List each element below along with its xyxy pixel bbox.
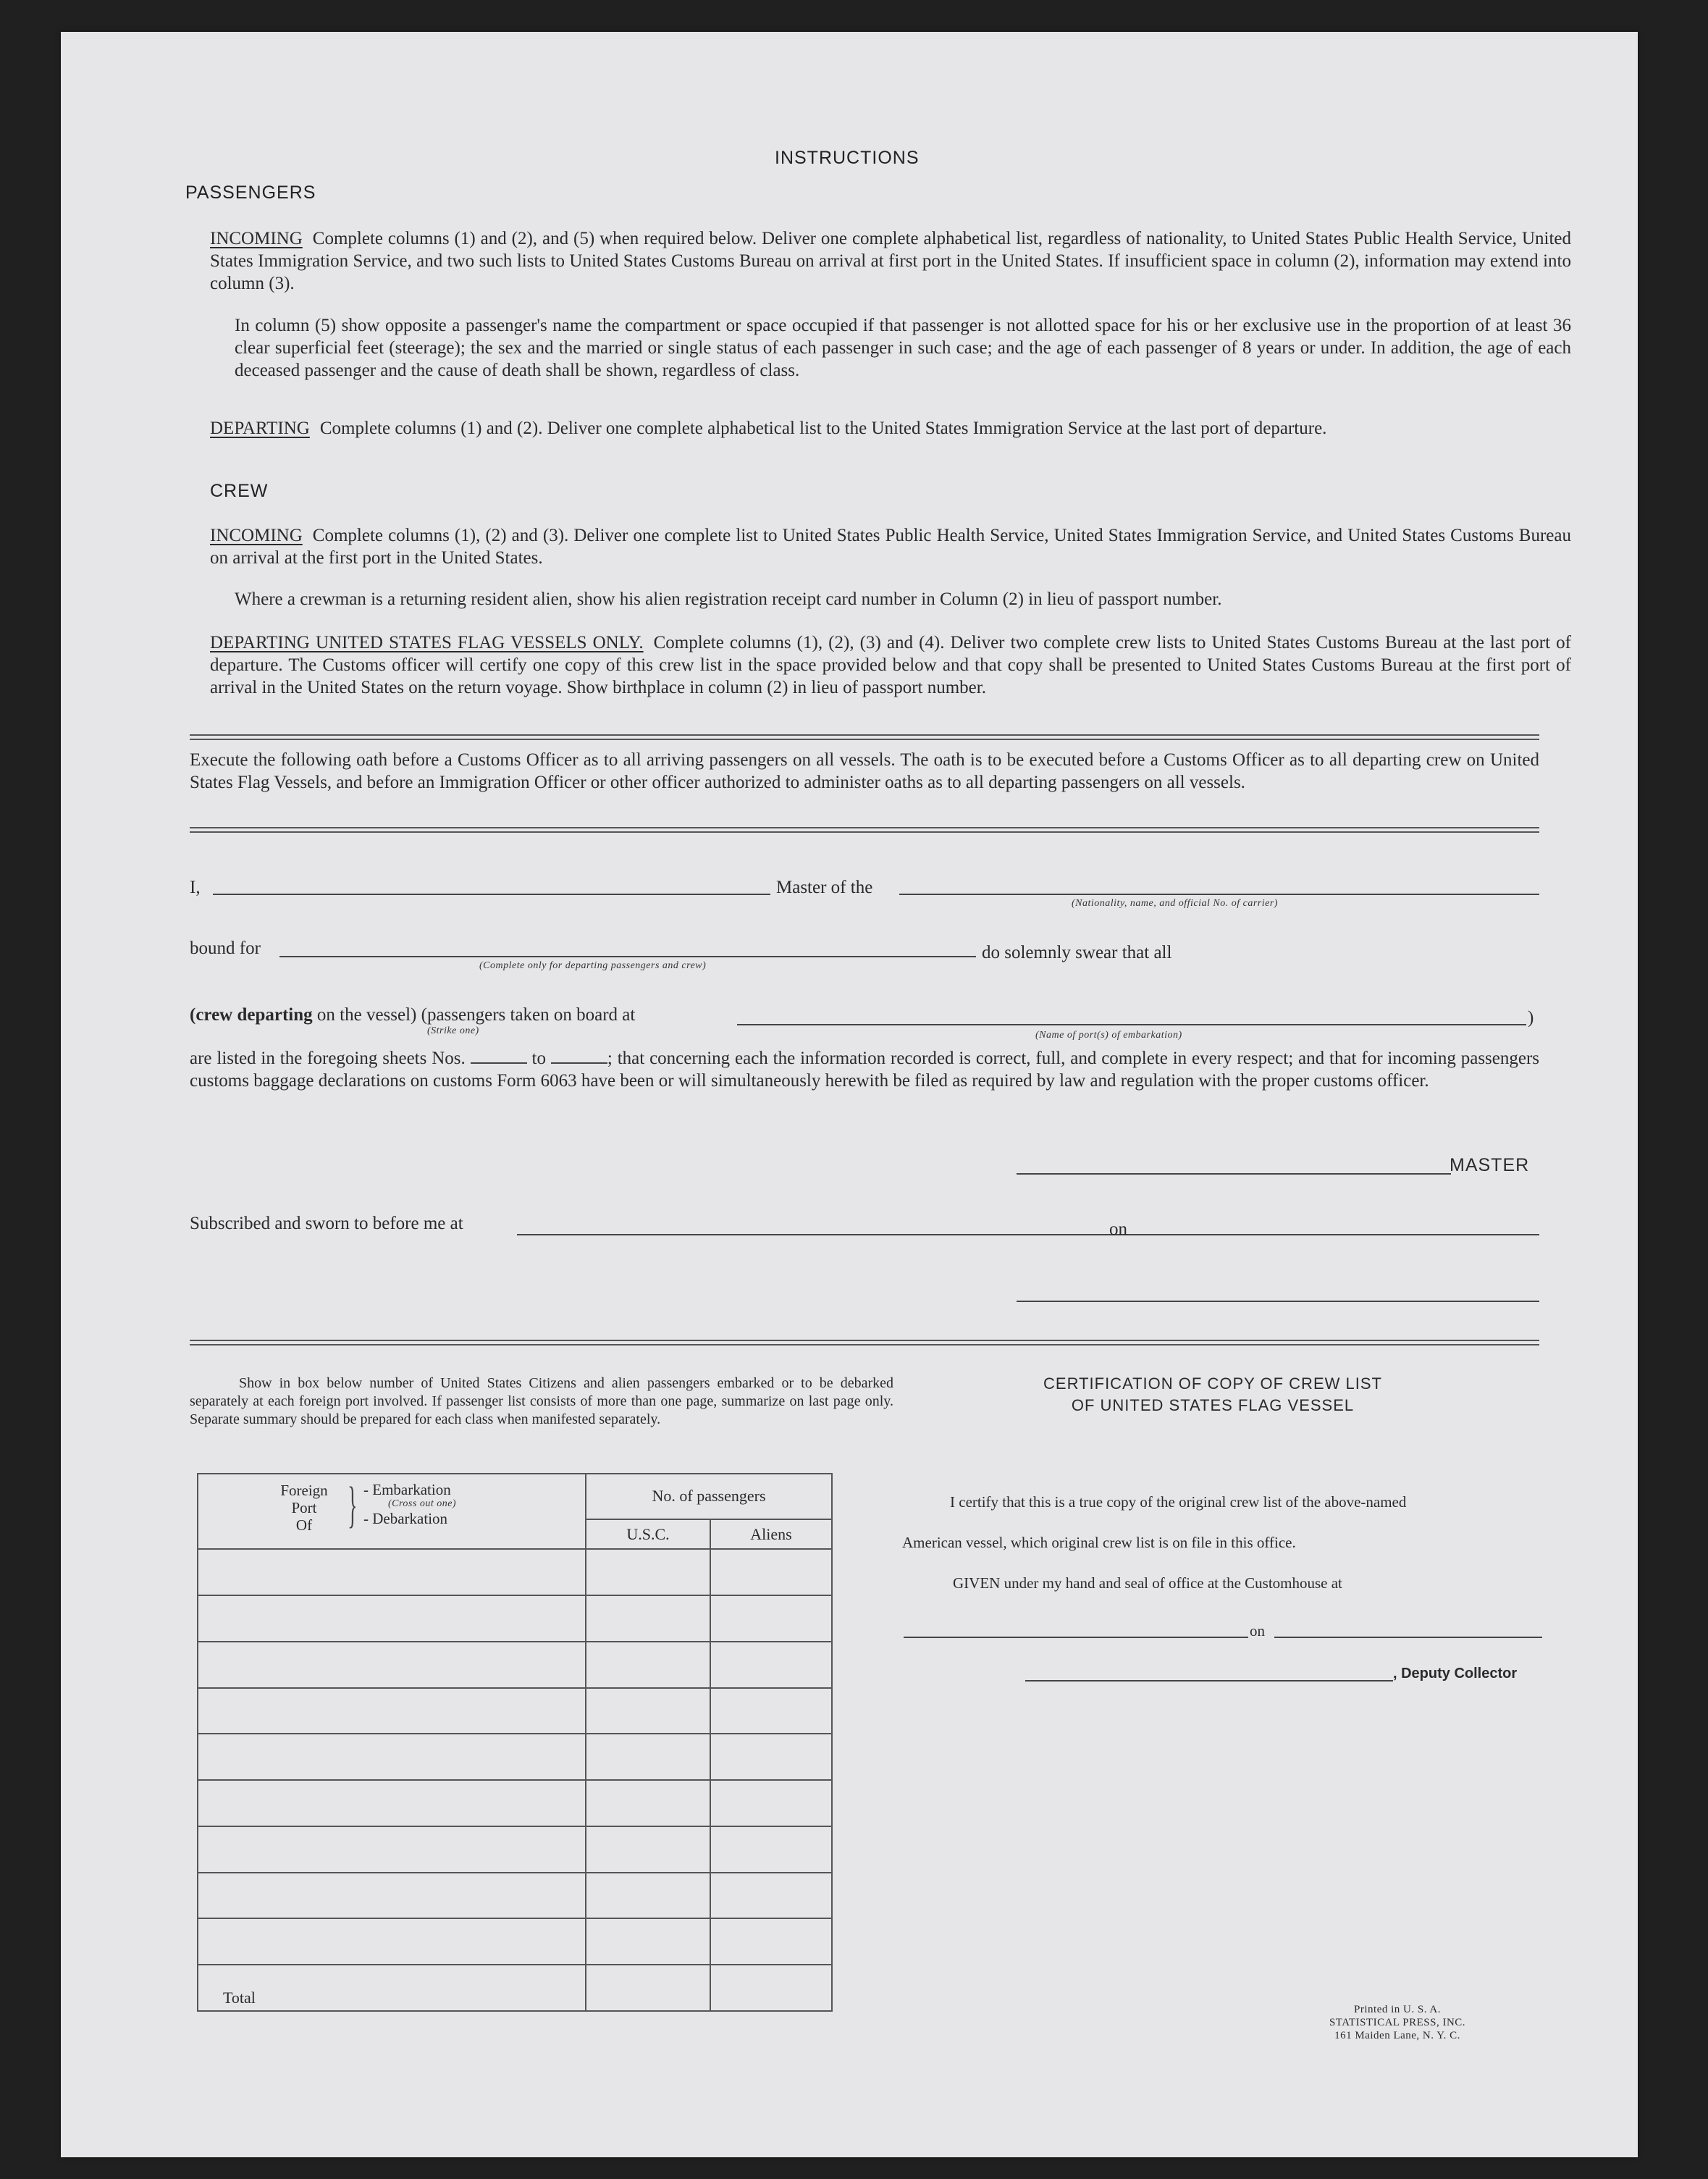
sworn-on-label: on	[1109, 1219, 1127, 1239]
port-cell[interactable]	[198, 1688, 586, 1734]
aliens-total-cell[interactable]	[710, 1965, 832, 2011]
certify-text-1: I certify that this is a true copy of the original crew list of the above-named	[950, 1493, 1407, 1511]
crew-incoming-text: Complete columns (1), (2) and (3). Deliver one complete list to United States Public Health Service, United States Immigration Service, and United States Customs Bureau on arrival at the first port in the United States.	[210, 526, 1571, 568]
aliens-cell[interactable]	[710, 1873, 832, 1919]
passengers-taken-option[interactable]: (passengers taken on board at	[421, 1005, 636, 1025]
listed-text-a: are listed in the foregoing sheets Nos.	[190, 1049, 466, 1068]
usc-total-cell[interactable]	[586, 1965, 710, 2011]
embarkation-option[interactable]: - Embarkation	[363, 1481, 451, 1498]
printer-imprint	[1289, 2003, 1506, 2042]
printer-line3: 161 Maiden Lane, N. Y. C.	[1334, 2030, 1460, 2041]
divider-double	[190, 1340, 1539, 1345]
passengers-incoming-paragraph	[210, 227, 1571, 295]
aliens-cell[interactable]	[710, 1918, 832, 1965]
aliens-cell[interactable]	[710, 1642, 832, 1688]
printer-line1: Printed in U. S. A.	[1354, 2004, 1441, 2015]
sworn-date-field[interactable]	[1137, 1234, 1539, 1235]
sheet-from-field[interactable]	[471, 1062, 527, 1064]
port-cell[interactable]	[198, 1873, 586, 1919]
crew-departing-text: Complete columns (1), (2), (3) and (4). Deliver two complete crew lists to United States Customs Bureau at the last port of departure. The Customs officer will certify one copy of this crew list in the space provided below and that copy shall be presented to United States Customs Bureau at the first port of arrival in the United States on the return voyage. Show birthplace in column (2) in lieu of passport number.	[210, 633, 1571, 697]
subscribed-label: Subscribed and sworn to before me at	[190, 1214, 463, 1233]
printer-line2: STATISTICAL PRESS, INC.	[1329, 2017, 1466, 2028]
passengers-departing-paragraph	[210, 417, 1571, 440]
aliens-cell[interactable]	[710, 1826, 832, 1873]
passengers-departing-label: DEPARTING	[210, 419, 310, 438]
aliens-header: Aliens	[710, 1519, 832, 1550]
bound-for-field[interactable]	[279, 956, 976, 957]
usc-cell[interactable]	[586, 1873, 710, 1919]
port-cell[interactable]	[198, 1549, 586, 1595]
aliens-cell[interactable]	[710, 1688, 832, 1734]
aliens-cell[interactable]	[710, 1734, 832, 1780]
port-label-of: Of	[295, 1516, 313, 1534]
total-label: Total	[198, 1965, 586, 2011]
carrier-field[interactable]	[899, 894, 1539, 895]
aliens-cell[interactable]	[710, 1549, 832, 1595]
certification-title-line1: CERTIFICATION OF COPY OF CREW LIST	[1043, 1374, 1382, 1393]
crew-incoming-label: INCOMING	[210, 526, 303, 545]
port-cell[interactable]	[198, 1826, 586, 1873]
cross-caption: (Cross out one)	[388, 1498, 457, 1509]
close-paren: )	[1528, 1008, 1534, 1028]
crew-passengers-line	[190, 1004, 635, 1026]
embarkation-ports-field[interactable]	[737, 1024, 1526, 1025]
deputy-collector-label: , Deputy Collector	[1393, 1666, 1518, 1682]
listed-paragraph	[190, 1047, 1539, 1092]
given-text: GIVEN under my hand and seal of office at the Customhouse at	[953, 1574, 1342, 1592]
crew-departing-paragraph	[210, 631, 1571, 699]
crew-departing-option[interactable]: (crew departing	[190, 1005, 313, 1025]
deputy-signature-field[interactable]	[1025, 1680, 1393, 1682]
port-cell[interactable]	[198, 1780, 586, 1826]
oath-i-label: I,	[190, 878, 201, 897]
sheet-to-field[interactable]	[551, 1062, 607, 1064]
usc-cell[interactable]	[586, 1918, 710, 1965]
usc-header: U.S.C.	[586, 1519, 710, 1550]
master-name-field[interactable]	[213, 894, 770, 895]
listed-text-b: ; that concerning each the information recorded is correct, full, and complete in every respect; and that for incoming passengers customs baggage declarations on customs Form 6063 have been or will simultaneously herewith be filed as required by law and regulation with the proper customs officer.	[190, 1049, 1540, 1091]
master-label: MASTER	[1450, 1155, 1530, 1175]
officer-signature-field[interactable]	[1017, 1301, 1539, 1302]
crew-resident-paragraph: Where a crewman is a returning resident alien, show his alien registration receipt card number in Column (2) in lieu of passport number.	[235, 589, 1222, 609]
aliens-cell[interactable]	[710, 1780, 832, 1826]
port-label-foreign: Foreign	[280, 1482, 328, 1499]
certification-title	[930, 1373, 1496, 1416]
page-title: INSTRUCTIONS	[775, 148, 920, 168]
passengers-incoming-text: Complete columns (1) and (2), and (5) when required below. Deliver one complete alphabetical list, regardless of nationality, to United States Public Health Service, United States Immigration Service, and two such lists to United States Customs Bureau on arrival at first port in the United States. If insufficient space in column (2), information may extend into column (3).	[210, 229, 1571, 293]
divider-double	[190, 734, 1539, 740]
column5-paragraph: In column (5) show opposite a passenger's name the compartment or space occupied if that passenger is not allotted space for his or her exclusive use in the proportion of at least 36 clear superficial feet (steerage); the sex and the married or single status of each passenger in such case; and the age of each passenger of 8 years or under. In addition, the age of each deceased passenger and the cause of death shall be shown, regardless of class.	[235, 316, 1571, 380]
divider-double	[190, 827, 1539, 833]
usc-cell[interactable]	[586, 1688, 710, 1734]
port-header-cell	[198, 1474, 586, 1549]
given-on-label: on	[1250, 1622, 1265, 1640]
port-cell[interactable]	[198, 1918, 586, 1965]
crew-departing-label: DEPARTING UNITED STATES FLAG VESSELS ONLY.	[210, 633, 644, 652]
passenger-summary-table	[197, 1473, 833, 2012]
given-date-field[interactable]	[1274, 1637, 1542, 1638]
certification-title-line2: OF UNITED STATES FLAG VESSEL	[1071, 1396, 1355, 1414]
on-the-vessel-text: on the vessel)	[316, 1005, 417, 1025]
debarkation-option[interactable]: - Debarkation	[363, 1510, 448, 1527]
port-label-port: Port	[291, 1499, 317, 1516]
certify-text-2: American vessel, which original crew list is on file in this office.	[902, 1534, 1296, 1551]
summary-instruction: Show in box below number of United States Citizens and alien passengers embarked or to be debarked separately at each foreign port involved. If passenger list consists of more than one page, summarize on last page only. Separate summary should be prepared for each class when manifested separately.	[190, 1375, 893, 1427]
port-cell[interactable]	[198, 1734, 586, 1780]
crew-incoming-paragraph	[210, 524, 1571, 569]
carrier-caption: (Nationality, name, and official No. of carrier)	[1072, 898, 1278, 909]
customhouse-field[interactable]	[904, 1637, 1248, 1638]
port-cell[interactable]	[198, 1595, 586, 1642]
to-label: to	[531, 1049, 546, 1068]
master-of-label: Master of the	[776, 878, 873, 897]
usc-cell[interactable]	[586, 1734, 710, 1780]
crew-heading: CREW	[210, 481, 269, 501]
swear-label: do solemnly swear that all	[982, 943, 1172, 962]
passengers-header: No. of passengers	[586, 1474, 832, 1519]
aliens-cell[interactable]	[710, 1595, 832, 1642]
brace-glyph: }	[348, 1477, 358, 1533]
ports-caption: (Name of port(s) of embarkation)	[1035, 1030, 1182, 1041]
passengers-incoming-label: INCOMING	[210, 229, 303, 248]
master-signature-field[interactable]	[1017, 1173, 1451, 1175]
bound-for-label: bound for	[190, 939, 261, 958]
usc-cell[interactable]	[586, 1826, 710, 1873]
usc-cell[interactable]	[586, 1780, 710, 1826]
usc-cell[interactable]	[586, 1595, 710, 1642]
passengers-departing-text: Complete columns (1) and (2). Deliver one complete alphabetical list to the United States Immigration Service at the last port of departure.	[319, 419, 1327, 438]
usc-cell[interactable]	[586, 1549, 710, 1595]
strike-caption: (Strike one)	[427, 1025, 479, 1036]
bound-for-caption: (Complete only for departing passengers and crew)	[479, 960, 707, 971]
usc-cell[interactable]	[586, 1642, 710, 1688]
sworn-place-field[interactable]	[517, 1234, 1154, 1235]
passengers-heading: PASSENGERS	[185, 182, 316, 203]
oath-instruction: Execute the following oath before a Customs Officer as to all arriving passengers on all vessels. The oath is to be executed before a Customs Officer as to all departing crew on United States Flag Vessels, and before an Immigration Officer or other officer authorized to administer oaths as to all departing passengers on all vessels.	[190, 750, 1539, 792]
form-page	[61, 32, 1638, 2157]
port-cell[interactable]	[198, 1642, 586, 1688]
